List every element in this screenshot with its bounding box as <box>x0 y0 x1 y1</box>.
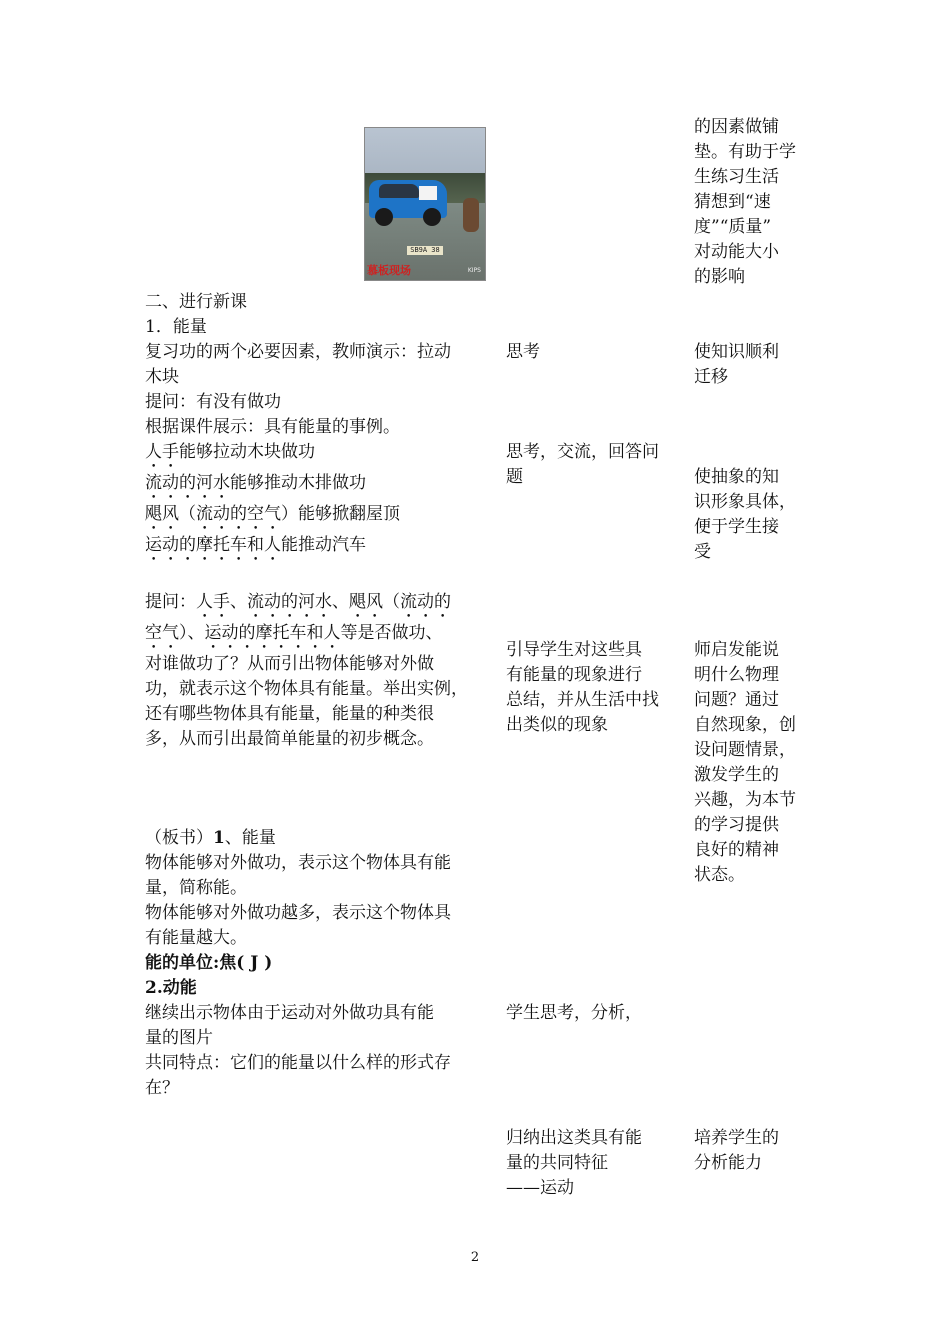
col3-top-line: 度”“质量” <box>694 217 772 237</box>
definition-line: 量，简称能。 <box>145 878 247 898</box>
col2-text: 量的共同特征 <box>506 1153 608 1173</box>
question2-line <box>145 590 451 622</box>
car-photo <box>364 127 486 281</box>
col2-text: 引导学生对这些具 <box>506 640 642 660</box>
photo-tag: KIPS <box>467 267 481 274</box>
col3-text: 迁移 <box>694 367 728 387</box>
col2-text: 思考，交流，回答问 <box>506 442 659 462</box>
heading-energy: 1．能量 <box>145 317 207 337</box>
col2-text: 总结，并从生活中找 <box>506 690 659 710</box>
courseware-line: 根据课件展示：具有能量的事例。 <box>145 417 400 437</box>
col2-text: ——运动 <box>506 1178 574 1198</box>
col3-top-line: 对动能大小 <box>694 242 779 262</box>
col3-top-line: 生练习生活 <box>694 167 779 187</box>
question2-line: 多，从而引出最简单能量的初步概念。 <box>145 729 434 749</box>
dotted-text: 运动的摩托车和人 <box>145 535 281 555</box>
col3-text: 便于学生接 <box>694 517 779 537</box>
question2-line <box>145 621 443 653</box>
dotted-text: 流动的河水 <box>145 473 230 493</box>
example-line <box>145 471 366 503</box>
col3-text: 兴趣，为本节 <box>694 790 796 810</box>
col3-text: 激发学生的 <box>694 765 779 785</box>
photo-wheel <box>423 208 441 226</box>
common-line: 在？ <box>145 1078 179 1098</box>
heading-kinetic: 2.动能 <box>145 978 197 998</box>
col3-text: 使抽象的知 <box>694 467 779 487</box>
col3-top-line: 的影响 <box>694 267 745 287</box>
dotted-text: 空气） <box>145 623 188 643</box>
col2-text: 学生思考，分析， <box>506 1003 642 1023</box>
photo-caption: 慕板现场 <box>367 264 411 277</box>
page-number: 2 <box>470 1250 480 1265</box>
col3-text: 明什么物理 <box>694 665 779 685</box>
photo-car-window <box>379 184 419 198</box>
col3-text: 良好的精神 <box>694 840 779 860</box>
question2-line: 功，就表示这个物体具有能量。举出实例， <box>145 679 468 699</box>
example-line <box>145 440 315 472</box>
board-heading <box>145 826 276 851</box>
question2-line: 还有哪些物体具有能量，能量的种类很 <box>145 704 434 724</box>
kinetic-line: 量的图片 <box>145 1028 213 1048</box>
unit-line: 能的单位:焦( J ) <box>145 953 273 973</box>
col3-text: 师启发能说 <box>694 640 779 660</box>
common-line: 共同特点：它们的能量以什么样的形式存 <box>145 1053 451 1073</box>
dotted-text: 流动的河水 <box>247 592 332 612</box>
plain-text: 、能量 <box>224 828 276 848</box>
col3-text: 分析能力 <box>694 1153 762 1173</box>
plain-text: 、 <box>187 623 205 643</box>
dotted-text: 运动的摩托车和人 <box>204 623 341 643</box>
photo-person <box>463 198 479 232</box>
photo-wheel <box>375 208 393 226</box>
review-line: 木块 <box>145 367 179 387</box>
section-heading: 二、进行新课 <box>145 292 247 312</box>
example-line <box>145 533 366 565</box>
plain-text: 、 <box>230 592 247 612</box>
col2-text: 思考 <box>506 342 540 362</box>
col2-text: 归纳出这类具有能 <box>506 1128 642 1148</box>
kinetic-line: 继续出示物体由于运动对外做功具有能 <box>145 1003 434 1023</box>
dotted-text: 飓风（流动的空气） <box>145 504 298 524</box>
col3-text: 识形象具体， <box>694 492 796 512</box>
col3-text: 状态。 <box>694 865 745 885</box>
col3-text: 自然现象，创 <box>694 715 796 735</box>
col3-top-line: 的因素做铺 <box>694 117 779 137</box>
plain-text: 能够拉动木块做功 <box>179 442 315 462</box>
dotted-text: 人手 <box>196 592 230 612</box>
col3-top-line: 猜想到“速 <box>694 192 771 212</box>
col3-text: 受 <box>694 542 711 562</box>
col3-text: 使知识顺利 <box>694 342 779 362</box>
bold-text: 1 <box>213 828 225 848</box>
plain-text: 能够推动木排做功 <box>230 473 366 493</box>
plain-text: 等是否做功、 <box>340 623 443 643</box>
plain-text: 能够掀翻屋顶 <box>298 504 400 524</box>
definition-line: 有能量越大。 <box>145 928 247 948</box>
col3-text: 设问题情景， <box>694 740 796 760</box>
col2-text: 出类似的现象 <box>506 715 608 735</box>
plain-text: （板书） <box>145 828 213 848</box>
col2-text: 有能量的现象进行 <box>506 665 642 685</box>
col3-text: 的学习提供 <box>694 815 779 835</box>
col2-text: 题 <box>506 467 523 487</box>
photo-plate: SB9A 38 <box>407 246 443 255</box>
example-line <box>145 502 400 534</box>
plain-text: 提问： <box>145 592 196 612</box>
definition-line: 物体能够对外做功越多，表示这个物体具 <box>145 903 451 923</box>
col3-text: 培养学生的 <box>694 1128 779 1148</box>
question-line: 提问：有没有做功 <box>145 392 281 412</box>
definition-line: 物体能够对外做功，表示这个物体具有能 <box>145 853 451 873</box>
photo-car-sign <box>419 186 437 200</box>
dotted-text: 人手 <box>145 442 179 462</box>
dotted-text: 飓风（流动的 <box>349 592 451 612</box>
col3-top-line: 垫。有助于学 <box>694 142 796 162</box>
plain-text: 能推动汽车 <box>281 535 366 555</box>
col3-text: 问题？通过 <box>694 690 779 710</box>
review-line: 复习功的两个必要因素，教师演示：拉动 <box>145 342 451 362</box>
question2-line: 对谁做功了？从而引出物体能够对外做 <box>145 654 434 674</box>
plain-text: 、 <box>332 592 349 612</box>
